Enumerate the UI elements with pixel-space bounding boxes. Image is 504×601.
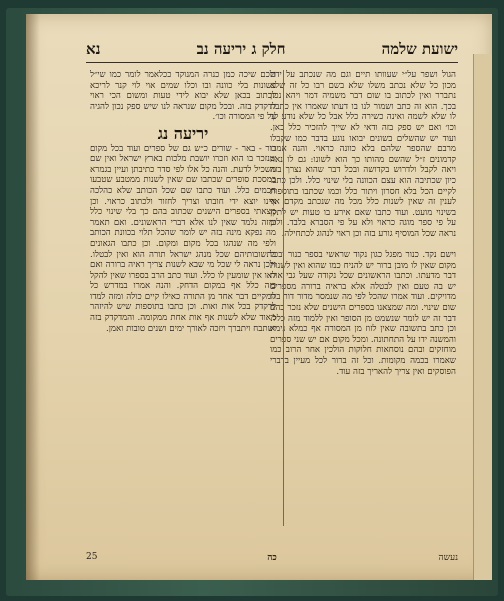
catchword: נעשה (438, 553, 458, 563)
page-footer (86, 552, 458, 566)
page-number: נא (86, 39, 101, 58)
book-title: ישועת שלמה (381, 39, 458, 58)
left-column-body: בור - באר - שורים כ״ש גם של ספרים ועוד בכל מקום שנזכר בו הוא וזכרו יושבת מלכות בארץ ישראל ואין שם משכיל לדעת. והנה כל אלו לפי סדר כתיבתן ועיין בגמרא במסכת סופרים שכתבו שם שאין לשנות ממטבע שטבעו חכמים כלל. ועוד כתבו שם שכל הכותב שלא כהלכה אינו יוצא ידי חובתו וצריך לחזור ולכתוב כראוי. וכן מצאתי בספרים הישנים שכתוב בהם כך בלי שינוי כלל ומזה נלמד שאין לנו אלא דברי הראשונים. ואם תאמר מה נפקא מינה בזה יש לומר שהכל תלוי בכוונת הכותב ולפי מה שנהגו בכל מקום ומקום. וכן כתבו הגאונים בתשובותיהם שכל מנהג ישראל תורה הוא ואין לבטלו. ולכן נראה לי שכל מי שבא לשנות צריך ראיה ברורה ואם לאו אין שומעין לו כלל. ועוד כתב הרב בספרו שאין להקל בזה כלל אף במקום הדחק. והנה אמרו במדרש כל המקיים דבר אחד מן התורה כאילו קיים כולה ומזה למדו לדקדק בכל אות ואות. וכן כתבו בתוספות שיש להיזהר מאוד שלא לשנות אף אות אחת ממקומה. והמדקדק בזה ישתבח ויתברך ויזכה לאורך ימים ושנים טובות ואמן. (90, 143, 276, 334)
right-column (270, 70, 456, 530)
running-head (86, 36, 458, 63)
signature-number: 25 (86, 552, 98, 562)
book-page (26, 14, 492, 580)
section-title: יריעה נג (157, 123, 209, 143)
column-divider (283, 70, 284, 526)
section-label: חלק ג יריעה נב (196, 39, 286, 58)
left-column-intro: ולכם שיכה כמן כנרה המנוקד ככלאמר לומר כמו שי״ל בשונות בלי כוונה ובו וכלו שמים אוי לוי קנר לריכא לכתוב בכאן שלא יבוא לידי טעות ומשום הכי ראוי לדקדק בזה. ובכל מקום שנראה לנו שיש ספק נכון להגיה על פי המסורה וכו׳. (90, 70, 276, 123)
left-column (90, 70, 276, 530)
folio-mark: כה (267, 553, 277, 563)
next-page-edge (473, 54, 492, 580)
right-column-text: הגול ושפר על״י שעוותו תיים וגם מה שנכתב על ידם מכון כל שלא נכתב משלו שלא בשם רבו כל זה שלא נתברר ואין לכתוב בו שום דבר משמיה דמר ויהא נכון בכך. הוא זה כתב ושמור לנו בו דעתו שאמרו אין כתבת לו שלא לשמה ואינה כשירה כלל אבל כל שלא נודע לך וכו׳ ואם יש ספק בזה ודאי לא שייך להזכיר כלל כאן. ועוד יש שהשלים בשונים יבואו נוגע בדבר כמו שקבלו מרבם שהספר שלהם בלא כוונה כראוי. והנה אמרו קדמונים ז״ל שהשם מהותו כך הוא לשונו: גם לו נאה ויאה לקבל ולדרוש בקדושה ובכל דבר שהוא נצרך בזה כיון שכתיבה הוא עצם הכוונה בלי שינוי כלל. ולכן כתבו לקיים הכל בלא חסרון ויתור כלל וכמו שכתבו בתוספות לענין זה שאין לשנות כלל מכל מה שנכתב מקדם אף בשינוי מועט. ועוד כתבו שאם אירע בו טעות יש לתקן על פי ספר מוגה כראוי ולא על פי הסברא בלבד. ולכן נראה שכל המוסיף גורע בזה וכן ראוי לנהוג לכתחילה. וישם נקד. כנור מפגל כגון נקוד שראשי בספר כנור ובכל מקום שאין לו מובן ברור יש להניח כמו שהוא ואין לשנות דבר מדעתו. וכתבו הראשונים שכל נקודה שעל גבי אות יש בה טעם ואין לבטלה אלא בראיה ברורה מספרים מדויקים. ועוד אמרו שהכל לפי מה שנמסר מדור דור בלי שום שינוי. ומה שמצאנו בספרים הישנים שלא נזכר בהם דבר זה יש לומר שנשמט מן הסופר ואין ללמוד מזה כלל. וכן כתב בתשובה שאין לזוז מן המסורה אף כמלא נימא והמשנה ידו על התחתונה. ומכל מקום אם יש שני ספרים מוחזקים ובהם נוסחאות חלוקות הולכין אחר הרוב כמו שאמרו בכמה מקומות. וכל זה ברור לכל מעיין בדברי הפוסקים ואין צריך להאריך בזה עוד. (270, 70, 456, 377)
page-gutter-shadow (26, 14, 40, 580)
